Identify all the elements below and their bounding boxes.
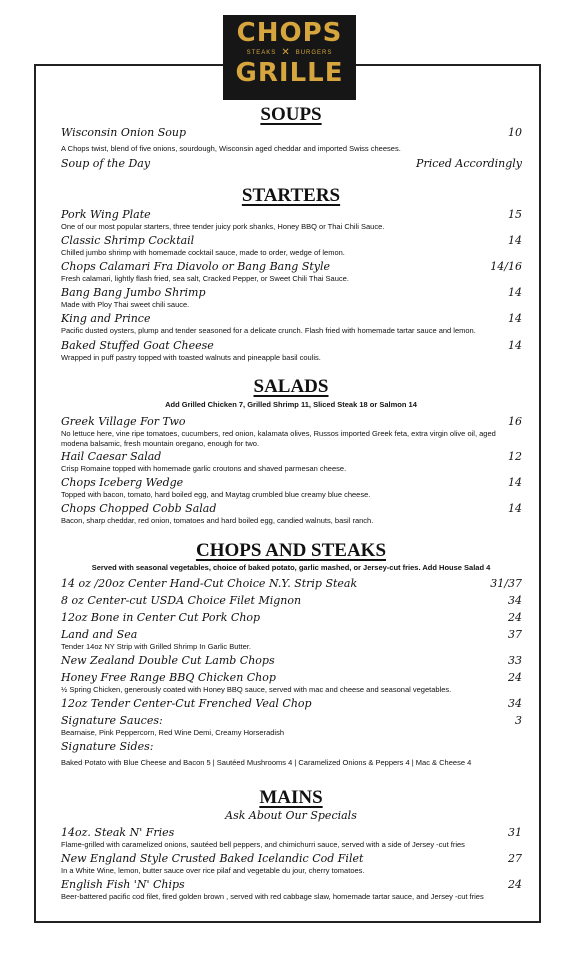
menu-item <box>61 878 522 902</box>
item-name: Bang Bang Jumbo Shrimp <box>61 286 206 299</box>
item-name: 12oz Tender Center-Cut Frenched Veal Chop <box>61 697 312 710</box>
menu-item <box>61 654 522 668</box>
item-price: 31 <box>508 826 522 839</box>
menu-item <box>61 671 522 695</box>
item-name: Chops Calamari Fra Diavolo or Bang Bang Style <box>61 260 331 273</box>
item-name: 14oz. Steak N' Fries <box>61 826 175 839</box>
menu-item <box>61 628 522 652</box>
item-name: Classic Shrimp Cocktail <box>61 234 195 247</box>
item-price: 16 <box>508 415 522 428</box>
menu-item <box>61 260 522 284</box>
item-price: 33 <box>508 654 522 667</box>
item-description: Flame-grilled with caramelized onions, sautéed bell peppers, and chimichurri sauce, served with a side of Jersey -cut fries <box>61 840 465 849</box>
item-description: Tender 14oz NY Strip with Grilled Shrimp In Garlic Butter. <box>61 642 251 651</box>
item-name: Signature Sauces: <box>61 714 163 727</box>
item-description: Chilled jumbo shrimp with homemade cocktail sauce, made to order, wedge of lemon. <box>61 248 345 257</box>
item-price: 14 <box>508 502 522 515</box>
item-name: 8 oz Center-cut USDA Choice Filet Mignon <box>61 594 302 607</box>
menu-item <box>61 286 522 310</box>
menu-item <box>61 415 522 449</box>
item-price: 10 <box>508 126 522 139</box>
item-price: 31/37 <box>490 577 522 590</box>
item-description: Topped with bacon, tomato, hard boiled egg, and Maytag crumbled blue creamy blue cheese. <box>61 490 371 499</box>
menu-item <box>61 208 522 232</box>
section-title-starters: STARTERS <box>241 185 341 206</box>
item-price: 12 <box>508 450 522 463</box>
section-title-soups: SOUPS <box>260 104 322 125</box>
item-description: No lettuce here, vine ripe tomatoes, cucumbers, red onion, kalamata olives, Russos imported Greek feta, extra virgin olive oil, aged modena balsamic, fresh mountain oregano, enough for two. <box>61 429 496 448</box>
item-name: Land and Sea <box>61 628 138 641</box>
menu-item <box>61 450 522 474</box>
section-subtitle-mains: Ask About Our Specials <box>225 809 357 822</box>
item-description: Beer-battered pacific cod filet, fired golden brown , served with red cabbage slaw, homemade tartar sauce, and Jersey -cut fries <box>61 892 484 901</box>
section-subtitle-chops-steaks: Served with seasonal vegetables, choice of baked potato, garlic mashed, or Jersey-cut fries. Add House Salad 4 <box>91 563 491 572</box>
menu-item <box>61 312 522 336</box>
menu-item <box>61 714 522 738</box>
item-name: Honey Free Range BBQ Chicken Chop <box>61 671 276 684</box>
item-description: One of our most popular starters, three tender juicy pork shanks, Honey BBQ or Thai Chili Sauce. <box>61 222 385 231</box>
item-price: 27 <box>508 852 522 865</box>
item-name: King and Prince <box>61 312 151 325</box>
menu-item <box>61 234 522 258</box>
item-description: Bearnaise, Pink Peppercorn, Red Wine Demi, Creamy Horseradish <box>61 728 285 737</box>
item-name: English Fish 'N' Chips <box>61 878 185 891</box>
item-price: 14 <box>508 286 522 299</box>
logo-line-chops: CHOPS <box>236 18 343 48</box>
menu-item <box>61 611 522 625</box>
item-price: 14 <box>508 339 522 352</box>
item-description: ½ Spring Chicken, generously coated with Honey BBQ sauce, served with mac and cheese and seasonal vegetables. <box>61 685 452 694</box>
item-price: 14/16 <box>490 260 522 273</box>
menu-item <box>61 157 522 171</box>
item-description: Made with Ploy Thai sweet chili sauce. <box>61 300 190 309</box>
restaurant-logo <box>223 15 356 100</box>
logo-tag-steaks: STEAKS <box>246 50 277 56</box>
section-subtitle-salads: Add Grilled Chicken 7, Grilled Shrimp 11, Sliced Steak 18 or Salmon 14 <box>165 400 417 409</box>
item-description: Fresh calamari, lightly flash fried, sea salt, Cracked Pepper, or Sweet Chili Thai Sauce. <box>61 274 349 283</box>
item-price: 14 <box>508 234 522 247</box>
menu-item <box>61 126 522 154</box>
item-description: Crisp Romaine topped with homemade garlic croutons and shaved parmesan cheese. <box>61 464 347 473</box>
item-name: Baked Stuffed Goat Cheese <box>61 339 214 352</box>
signature-sides-list: Baked Potato with Blue Cheese and Bacon 5 | Sautéed Mushrooms 4 | Caramelized Onions & Peppers 4 | Mac & Cheese 4 <box>61 758 472 767</box>
item-price: 3 <box>515 714 522 727</box>
menu-item <box>61 339 522 363</box>
logo-line-grille: GRILLE <box>235 58 344 88</box>
item-name: 12oz Bone in Center Cut Pork Chop <box>61 611 261 624</box>
item-name: Wisconsin Onion Soup <box>61 126 186 139</box>
item-description: Bacon, sharp cheddar, red onion, tomatoes and hard boiled egg, candied walnuts, basil ranch. <box>61 516 374 525</box>
item-price: 24 <box>508 671 522 684</box>
menu-item <box>61 740 522 754</box>
section-title-chops-steaks: CHOPS AND STEAKS <box>195 540 387 561</box>
menu-item <box>61 826 522 850</box>
menu-item <box>61 476 522 500</box>
item-price: 34 <box>508 697 522 710</box>
item-description: Pacific dusted oysters, plump and tender seasoned for a delicate crunch. Flash fried with homemade tartar sauce and lemon. <box>61 326 476 335</box>
item-price: 14 <box>508 476 522 489</box>
item-description: In a White Wine, lemon, butter sauce over rice pilaf and vegetable du jour, cherry tomatoes. <box>61 866 365 875</box>
menu-item <box>61 577 522 591</box>
menu-item <box>61 852 522 876</box>
menu-item <box>61 697 522 711</box>
crossed-utensils-icon: ✕ <box>281 47 291 58</box>
menu-item <box>61 594 522 608</box>
item-price: 24 <box>508 611 522 624</box>
item-price: 15 <box>508 208 522 221</box>
item-price: 34 <box>508 594 522 607</box>
item-price: 14 <box>508 312 522 325</box>
item-name: 14 oz /20oz Center Hand-Cut Choice N.Y. Strip Steak <box>61 577 358 590</box>
item-name: New Zealand Double Cut Lamb Chops <box>61 654 275 667</box>
section-title-mains: MAINS <box>259 787 323 808</box>
section-title-salads: SALADS <box>253 376 329 397</box>
item-name: New England Style Crusted Baked Icelandic Cod Filet <box>61 852 364 865</box>
logo-tag-burgers: BURGERS <box>295 50 333 56</box>
item-name: Soup of the Day <box>61 157 151 170</box>
item-description: A Chops twist, blend of five onions, sourdough, Wisconsin aged cheddar and imported Swiss cheeses. <box>61 144 401 153</box>
menu-item <box>61 502 522 526</box>
item-price: 24 <box>508 878 522 891</box>
item-name: Greek Village For Two <box>61 415 186 428</box>
item-name: Chops Iceberg Wedge <box>61 476 184 489</box>
item-name: Chops Chopped Cobb Salad <box>61 502 217 515</box>
item-name: Pork Wing Plate <box>61 208 151 221</box>
item-name: Hail Caesar Salad <box>61 450 162 463</box>
item-price: Priced Accordingly <box>416 157 522 170</box>
item-description: Wrapped in puff pastry topped with toasted walnuts and pineapple basil coulis. <box>61 353 321 362</box>
item-name: Signature Sides: <box>61 740 154 753</box>
item-price: 37 <box>508 628 522 641</box>
